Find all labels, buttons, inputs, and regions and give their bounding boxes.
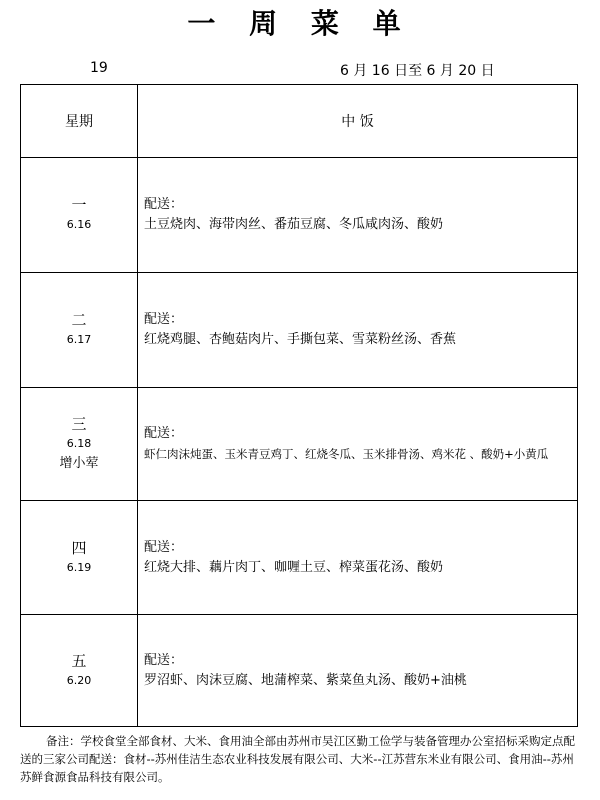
day-date: 6.20 — [66, 673, 92, 687]
weekday-label: 二 — [71, 311, 87, 329]
delivery-label: 配送： — [144, 652, 184, 668]
day-cell — [21, 501, 138, 615]
table-row — [21, 158, 578, 273]
meal-cell — [138, 615, 578, 727]
table-row — [21, 388, 578, 501]
delivery-label: 配送： — [144, 197, 184, 212]
meal-cell — [138, 158, 578, 273]
dish-list: 虾仁肉沫炖蛋、玉米青豆鸡丁、红烧冬瓜、玉米排骨汤、鸡米花 、酸奶+小黄瓜 — [144, 447, 549, 461]
weekday-label: 四 — [71, 538, 87, 557]
weekday-label: 五 — [71, 651, 87, 670]
table-row — [21, 615, 578, 727]
day-date: 6.19 — [66, 560, 92, 574]
weekday-label: 三 — [71, 415, 87, 433]
dish-list: 罗沼虾、肉沫豆腐、地蒲榨菜、紫菜鱼丸汤、酸奶+油桃 — [144, 672, 467, 688]
day-date: 6.17 — [66, 333, 92, 346]
table-row — [21, 501, 578, 615]
extra-dish-note: 增小荤 — [59, 456, 99, 471]
meal-cell — [138, 388, 578, 501]
dish-list: 红烧大排、藕片肉丁、咖喱土豆、榨菜蛋花汤、酸奶 — [144, 559, 444, 575]
day-date: 6.16 — [66, 218, 92, 231]
footnote: 备注：学校食堂全部食材、大米、食用油全部由苏州市吴江区勤工俭学与装备管理办公室招标采购定点配送的三家公司配送：食材--苏州佳洁生态农业科技发展有限公司、大米--江苏营东米业有限公司、食用油--苏州苏鲜食源食品科技有限公司。 — [20, 734, 575, 784]
delivery-label: 配送： — [144, 426, 184, 441]
day-cell — [21, 273, 138, 388]
day-date: 6.18 — [66, 437, 92, 450]
delivery-label: 配送： — [144, 312, 184, 327]
meal-column-header: 中 饭 — [138, 85, 578, 158]
table-row — [21, 273, 578, 388]
dish-list: 红烧鸡腿、杏鲍菇肉片、手撕包菜、雪菜粉丝汤、香蕉 — [144, 332, 457, 347]
menu-table — [20, 84, 578, 727]
day-cell — [21, 388, 138, 501]
delivery-label: 配送： — [144, 539, 184, 555]
meal-cell — [138, 501, 578, 615]
day-column-header: 星期 — [21, 85, 138, 158]
day-cell — [21, 615, 138, 727]
week-number: 19 — [90, 60, 108, 76]
page-title: 一 周 菜 单 — [187, 7, 413, 40]
weekday-label: 一 — [71, 196, 87, 214]
day-cell — [21, 158, 138, 273]
dish-list: 土豆烧肉、海带肉丝、番茄豆腐、冬瓜咸肉汤、酸奶 — [144, 217, 444, 232]
date-range: 6 月 16 日至 6 月 20 日 — [340, 63, 495, 79]
table-header-row — [21, 85, 578, 158]
meal-cell — [138, 273, 578, 388]
